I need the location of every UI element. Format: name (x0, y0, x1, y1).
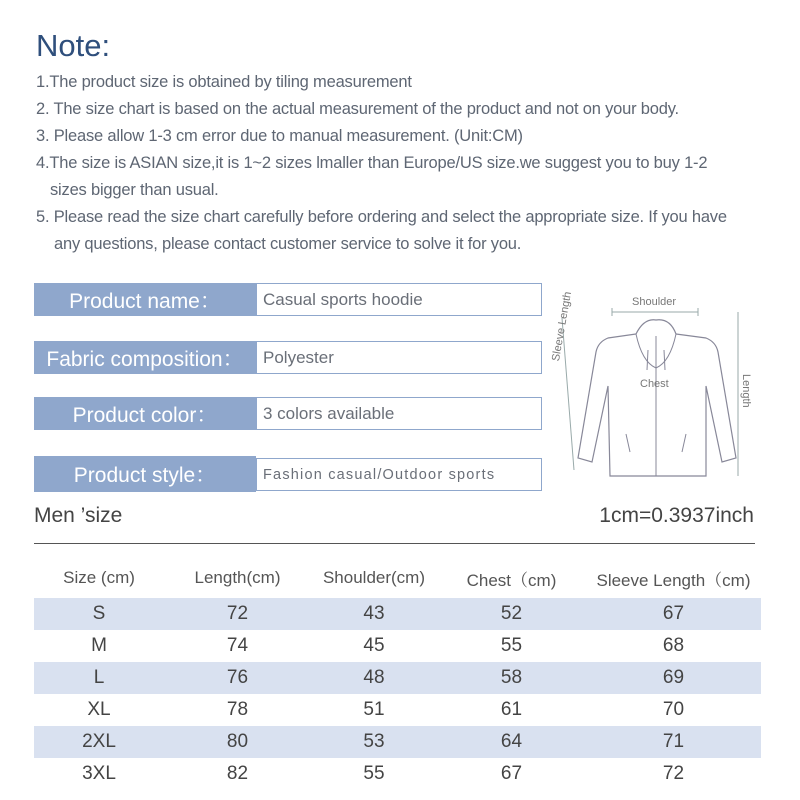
note-line-4-cont: sizes bigger than usual. (50, 181, 219, 199)
note-line-5-cont: any questions, please contact customer service to solve it for you. (54, 235, 522, 253)
size-section-title: Men ’size (34, 504, 123, 527)
cell-sleeve: 70 (662, 699, 685, 720)
cell-chest: 58 (437, 662, 586, 694)
product-color-value: 3 colors available (256, 397, 542, 430)
cell-length: 72 (164, 598, 311, 630)
cell-chest: 64 (437, 726, 586, 758)
cell-sleeve: 72 (662, 763, 685, 784)
cell-size: 3XL (82, 763, 116, 784)
cell-size: S (34, 598, 164, 630)
cell-chest: 55 (500, 635, 523, 656)
table-row (34, 598, 761, 630)
note-line-3: 3. Please allow 1-3 cm error due to manual measurement. (Unit:CM) (36, 127, 523, 145)
product-style-value: Fashion casual/Outdoor sports (256, 458, 542, 491)
unit-conversion: 1cm=0.3937inch (599, 504, 754, 527)
cell-size: 2XL (34, 726, 164, 758)
note-line-2: 2. The size chart is based on the actual measurement of the product and not on your body. (36, 100, 679, 118)
table-row (34, 694, 761, 726)
chest-label: Chest (640, 378, 669, 390)
sleeve-length-label: Sleeve Length (550, 290, 575, 363)
header-sleeve-length: Sleeve Length（cm) (596, 570, 751, 590)
product-color-label: Product color： (34, 397, 256, 430)
note-title: Note: (36, 28, 111, 63)
product-name-label: Product name： (34, 283, 256, 316)
cell-chest: 61 (500, 699, 523, 720)
cell-sleeve: 69 (586, 662, 761, 694)
cell-length: 82 (226, 763, 249, 784)
header-chest: Chest（cm) (466, 570, 557, 590)
cell-length: 80 (164, 726, 311, 758)
note-line-5: 5. Please read the size chart carefully before ordering and select the appropriate size. If you have (36, 208, 727, 226)
cell-shoulder: 45 (363, 635, 385, 656)
table-row (34, 758, 761, 790)
shoulder-label: Shoulder (632, 296, 677, 308)
cell-chest: 52 (437, 598, 586, 630)
header-size: Size (cm) (63, 568, 135, 587)
cell-shoulder: 53 (311, 726, 437, 758)
fabric-composition-label: Fabric composition： (34, 341, 256, 374)
header-length: Length(cm) (194, 568, 281, 587)
header-shoulder: Shoulder(cm) (322, 568, 426, 587)
cell-length: 78 (226, 699, 249, 720)
table-row (34, 662, 761, 694)
size-table (34, 558, 761, 790)
note-line-4: 4.The size is ASIAN size,it is 1~2 sizes lmaller than Europe/US size.we suggest you to buy 1-2 (36, 154, 708, 172)
hoodie-diagram (548, 290, 768, 486)
cell-shoulder: 43 (311, 598, 437, 630)
cell-shoulder: 48 (311, 662, 437, 694)
fabric-composition-value: Polyester (256, 341, 542, 374)
cell-chest: 67 (500, 763, 523, 784)
cell-size: M (91, 635, 107, 656)
cell-shoulder: 51 (363, 699, 385, 720)
note-line-1: 1.The product size is obtained by tiling measurement (36, 73, 412, 91)
cell-shoulder: 55 (363, 763, 385, 784)
product-name-value: Casual sports hoodie (256, 283, 542, 316)
cell-size: L (34, 662, 164, 694)
cell-length: 76 (164, 662, 311, 694)
cell-sleeve: 67 (586, 598, 761, 630)
table-row (34, 630, 761, 662)
table-row (34, 726, 761, 758)
cell-sleeve: 68 (662, 635, 685, 656)
cell-length: 74 (226, 635, 249, 656)
product-style-label: Product style： (34, 456, 256, 492)
length-label: Length (740, 374, 752, 408)
cell-sleeve: 71 (586, 726, 761, 758)
cell-size: XL (87, 699, 111, 720)
size-table-header (34, 558, 761, 598)
divider (34, 543, 755, 544)
